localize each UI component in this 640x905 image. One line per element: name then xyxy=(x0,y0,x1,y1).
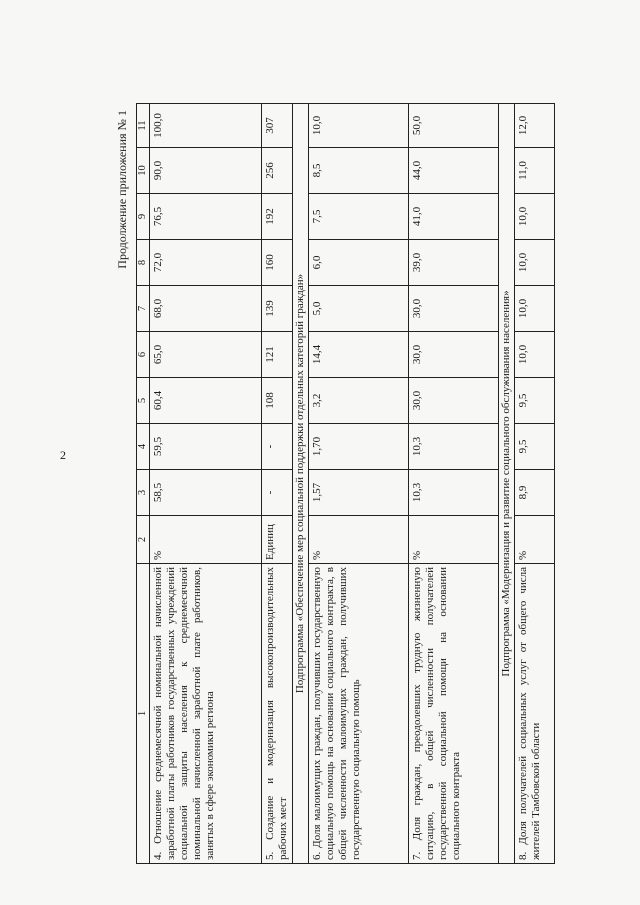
subprogram-row xyxy=(293,104,309,864)
header-cell: 4 xyxy=(137,424,150,470)
value-cell: 10,3 xyxy=(409,424,499,470)
value-cell: 39,0 xyxy=(409,240,499,286)
value-cell: 30,0 xyxy=(409,332,499,378)
value-cell: 100,0 xyxy=(150,104,262,148)
rotated-sheet xyxy=(113,70,543,870)
appendix-caption: Продолжение приложения № 1 xyxy=(115,110,129,269)
value-cell: 50,0 xyxy=(409,104,499,148)
unit-cell: Единиц xyxy=(262,516,293,564)
header-cell: 5 xyxy=(137,378,150,424)
header-cell: 6 xyxy=(137,332,150,378)
value-cell: 10,0 xyxy=(309,104,409,148)
value-cell: 76,5 xyxy=(150,194,262,240)
table-row xyxy=(262,104,293,864)
indicator-cell: 6. Доля малоимущих граждан, получивших государственную социальную помощь на основании социального контракта, в общей численности малоимущих граждан, получивших государственную социальную помощь xyxy=(309,564,409,864)
value-cell: 11,0 xyxy=(515,148,555,194)
value-cell: 8,9 xyxy=(515,470,555,516)
value-cell: 6,0 xyxy=(309,240,409,286)
indicator-cell: 4. Отношение среднемесячной номинальной начисленной заработной платы работников государственных учреждений социальной защиты населения к среднемесячной номинальной начисленной заработной плате работников, занятых в сфере экономики региона xyxy=(150,564,262,864)
unit-cell: % xyxy=(515,516,555,564)
value-cell: 14,4 xyxy=(309,332,409,378)
value-cell: 192 xyxy=(262,194,293,240)
value-cell: 256 xyxy=(262,148,293,194)
value-cell: 72,0 xyxy=(150,240,262,286)
indicators-table xyxy=(136,103,555,864)
table-row xyxy=(409,104,499,864)
value-cell: 307 xyxy=(262,104,293,148)
header-cell: 1 xyxy=(137,564,150,864)
indicator-cell: 5. Создание и модернизация высокопроизводительных рабочих мест xyxy=(262,564,293,864)
value-cell: 139 xyxy=(262,286,293,332)
value-cell: 10,0 xyxy=(515,194,555,240)
header-cell: 2 xyxy=(137,516,150,564)
indicator-cell: 8. Доля получателей социальных услуг от общего числа жителей Тамбовской области xyxy=(515,564,555,864)
value-cell: 9,5 xyxy=(515,424,555,470)
header-cell: 7 xyxy=(137,286,150,332)
value-cell: 9,5 xyxy=(515,378,555,424)
table-row xyxy=(309,104,409,864)
value-cell: 65,0 xyxy=(150,332,262,378)
value-cell: - xyxy=(262,424,293,470)
value-cell: - xyxy=(262,470,293,516)
value-cell: 30,0 xyxy=(409,378,499,424)
header-cell: 10 xyxy=(137,148,150,194)
value-cell: 68,0 xyxy=(150,286,262,332)
value-cell: 160 xyxy=(262,240,293,286)
value-cell: 5,0 xyxy=(309,286,409,332)
header-cell: 9 xyxy=(137,194,150,240)
value-cell: 7,5 xyxy=(309,194,409,240)
value-cell: 60,4 xyxy=(150,378,262,424)
header-cell: 8 xyxy=(137,240,150,286)
unit-cell: % xyxy=(309,516,409,564)
value-cell: 3,2 xyxy=(309,378,409,424)
page-number: 2 xyxy=(60,448,66,462)
table-row xyxy=(515,104,555,864)
unit-cell: % xyxy=(409,516,499,564)
value-cell: 108 xyxy=(262,378,293,424)
value-cell: 10,0 xyxy=(515,286,555,332)
header-row xyxy=(137,104,150,864)
value-cell: 10,0 xyxy=(515,240,555,286)
value-cell: 10,0 xyxy=(515,332,555,378)
value-cell: 12,0 xyxy=(515,104,555,148)
value-cell: 58,5 xyxy=(150,470,262,516)
value-cell: 30,0 xyxy=(409,286,499,332)
value-cell: 44,0 xyxy=(409,148,499,194)
table-row xyxy=(150,104,262,864)
value-cell: 41,0 xyxy=(409,194,499,240)
subprogram-row xyxy=(499,104,515,864)
value-cell: 10,3 xyxy=(409,470,499,516)
value-cell: 121 xyxy=(262,332,293,378)
subprogram-title: Подпрограмма «Обеспечение мер социальной поддержки отдельных категорий граждан» xyxy=(293,104,309,864)
subprogram-title: Подпрограмма «Модернизация и развитие социального обслуживания населения» xyxy=(499,104,515,864)
header-cell: 11 xyxy=(137,104,150,148)
value-cell: 1,57 xyxy=(309,470,409,516)
header-cell: 3 xyxy=(137,470,150,516)
value-cell: 8,5 xyxy=(309,148,409,194)
indicator-cell: 7. Доля граждан, преодолевших трудную жизненную ситуацию, в общей численности получателей государственной социальной помощи на основании социального контракта xyxy=(409,564,499,864)
unit-cell: % xyxy=(150,516,262,564)
value-cell: 1,70 xyxy=(309,424,409,470)
value-cell: 59,5 xyxy=(150,424,262,470)
value-cell: 90,0 xyxy=(150,148,262,194)
